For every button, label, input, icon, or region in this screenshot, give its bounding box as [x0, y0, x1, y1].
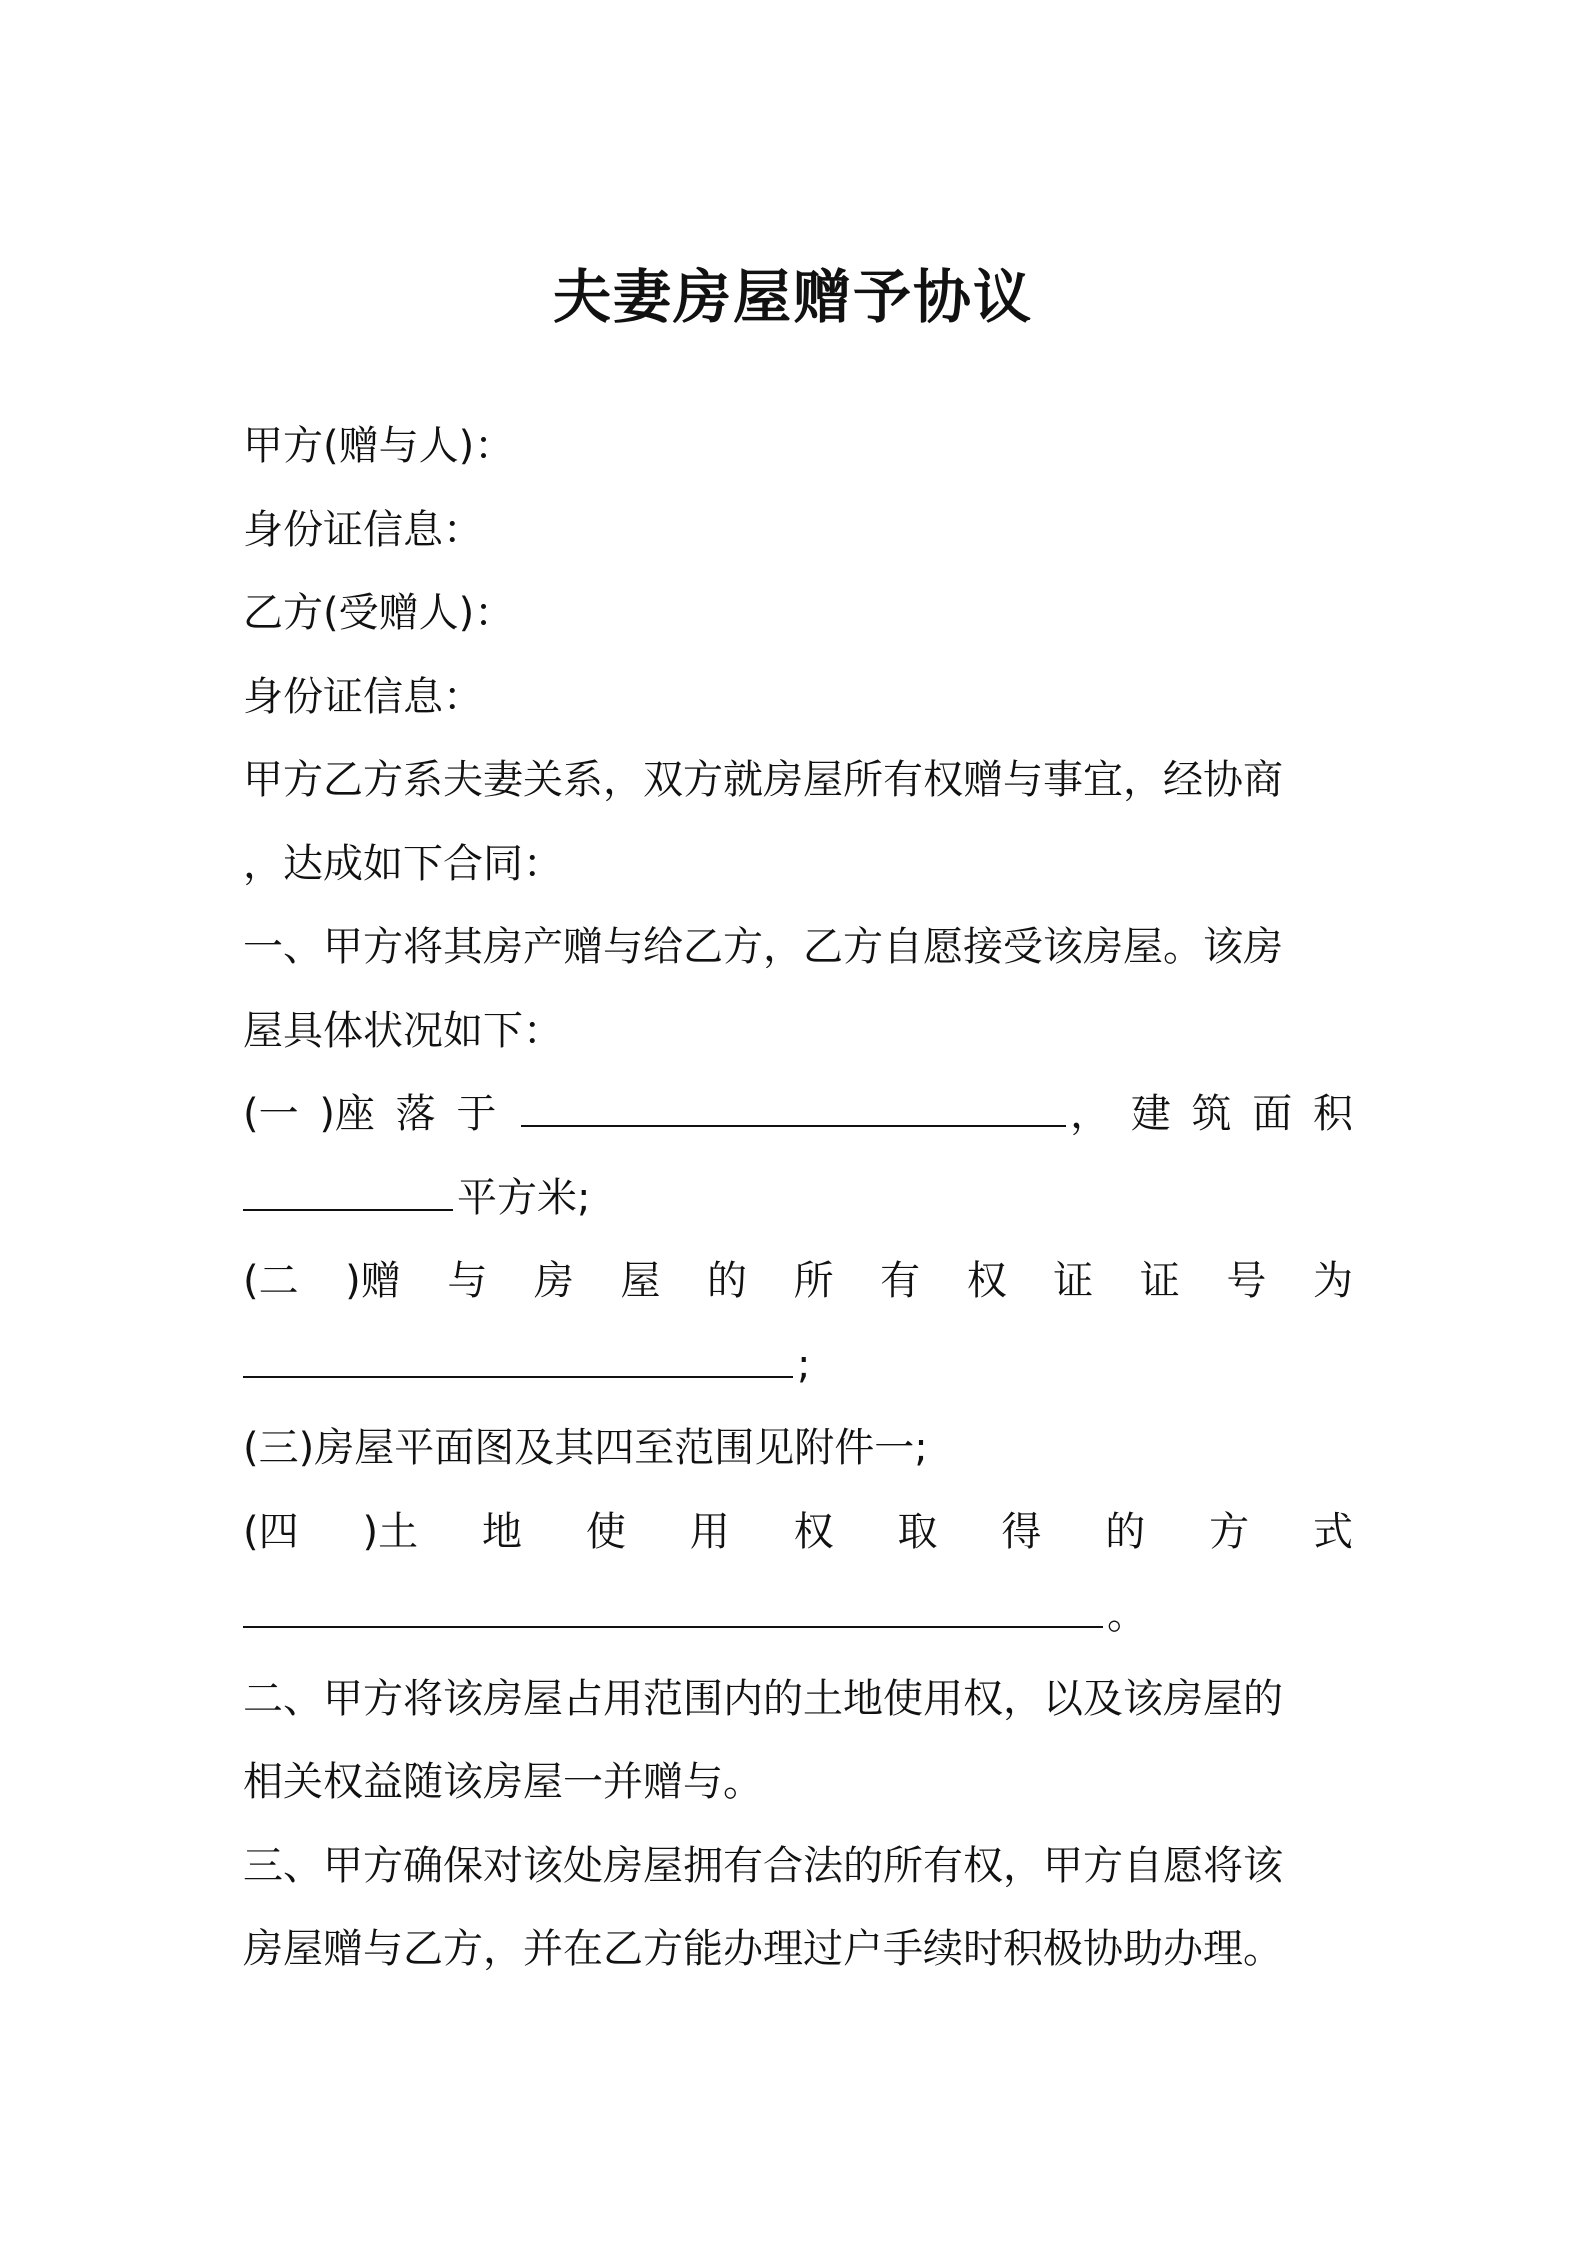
- item-4-suffix: 。: [1107, 1592, 1147, 1638]
- item-2-token: 的: [707, 1258, 748, 1304]
- preamble-line-1: 甲方乙方系夫妻关系，双方就房屋所有权赠与事宜，经协商: [243, 757, 1283, 803]
- item-1-token: 积: [1312, 1091, 1353, 1137]
- item-2-token: 有: [880, 1258, 921, 1304]
- item-4-token: )土: [362, 1508, 419, 1555]
- item-2-token: )赠: [345, 1258, 401, 1304]
- clause-2-line-1: 二、甲方将该房屋占用范围内的土地使用权，以及该房屋的: [243, 1675, 1283, 1722]
- item-1-token: 建: [1130, 1091, 1171, 1137]
- item-2-token: 屋: [620, 1258, 661, 1304]
- item-1-token: 落: [395, 1091, 436, 1137]
- item-2-token: 房: [533, 1258, 574, 1304]
- preamble-line-2: ，达成如下合同：: [243, 840, 563, 887]
- item-4-token: 地: [481, 1508, 522, 1555]
- party-a-line: 甲方(赠与人)：: [243, 423, 515, 469]
- item-2-token: 证: [1139, 1258, 1180, 1304]
- location-blank: [521, 1085, 1066, 1127]
- item-4-token: 方: [1209, 1508, 1250, 1555]
- clause-1-line-1: 一、甲方将其房产赠与给乙方，乙方自愿接受该房屋。该房: [243, 924, 1283, 970]
- item-1-line-2: [243, 1157, 1353, 1241]
- item-2-token: 与: [447, 1258, 488, 1304]
- item-1-token: )座: [319, 1091, 375, 1137]
- item-4-token: (四: [243, 1508, 299, 1555]
- party-b-line: 乙方(受赠人)：: [243, 590, 515, 636]
- item-2-suffix: ;: [797, 1341, 811, 1388]
- item-4-token: 用: [689, 1508, 730, 1555]
- item-1-token: 面: [1252, 1091, 1293, 1137]
- item-4-token: 的: [1105, 1508, 1146, 1555]
- item-1-area-suffix: 平方米;: [457, 1174, 591, 1221]
- clause-2-line-2: 相关权益随该房屋一并赠与。: [243, 1759, 763, 1805]
- clause-1-line-2: 屋具体状况如下：: [243, 1007, 563, 1054]
- party-a-id-line: 身份证信息：: [243, 506, 483, 553]
- item-1-token: 于: [456, 1091, 497, 1137]
- certificate-blank: [243, 1336, 793, 1378]
- item-3-line: (三)房屋平面图及其四至范围见附件一;: [243, 1425, 928, 1471]
- item-4-token: 得: [1001, 1508, 1042, 1555]
- item-1-location-group: [517, 1073, 1110, 1157]
- item-4-line-2: [243, 1574, 1353, 1658]
- item-4-token: 使: [585, 1508, 626, 1555]
- item-2-token: 为: [1312, 1258, 1353, 1304]
- clause-3-line-2: 房屋赠与乙方，并在乙方能办理过户手续时积极协助办理。: [243, 1926, 1283, 1972]
- item-4-token: 式: [1312, 1508, 1353, 1555]
- item-2-token: 权: [966, 1258, 1007, 1304]
- item-1-comma: ，: [1070, 1091, 1111, 1137]
- area-blank: [243, 1169, 453, 1211]
- item-2-line-2: [243, 1324, 1353, 1408]
- item-4-token: 取: [897, 1508, 938, 1555]
- item-4-line-1: [243, 1491, 1353, 1575]
- item-2-token: 证: [1053, 1258, 1094, 1304]
- party-b-id-line: 身份证信息：: [243, 673, 483, 720]
- item-2-token: 所: [793, 1258, 834, 1304]
- item-2-token: 号: [1226, 1258, 1267, 1304]
- land-use-blank: [243, 1586, 1103, 1628]
- item-2-token: (二: [243, 1258, 299, 1304]
- document-body: [243, 405, 1353, 1992]
- item-1-token: (一: [243, 1091, 299, 1137]
- item-1-token: 筑: [1191, 1091, 1232, 1137]
- item-2-line-1: [243, 1240, 1353, 1324]
- clause-3-line-1: 三、甲方确保对该处房屋拥有合法的所有权，甲方自愿将该: [243, 1842, 1283, 1889]
- document-title: 夫妻房屋赠予协议: [552, 263, 1033, 331]
- item-1-line-1: [243, 1073, 1353, 1157]
- item-4-token: 权: [793, 1508, 834, 1555]
